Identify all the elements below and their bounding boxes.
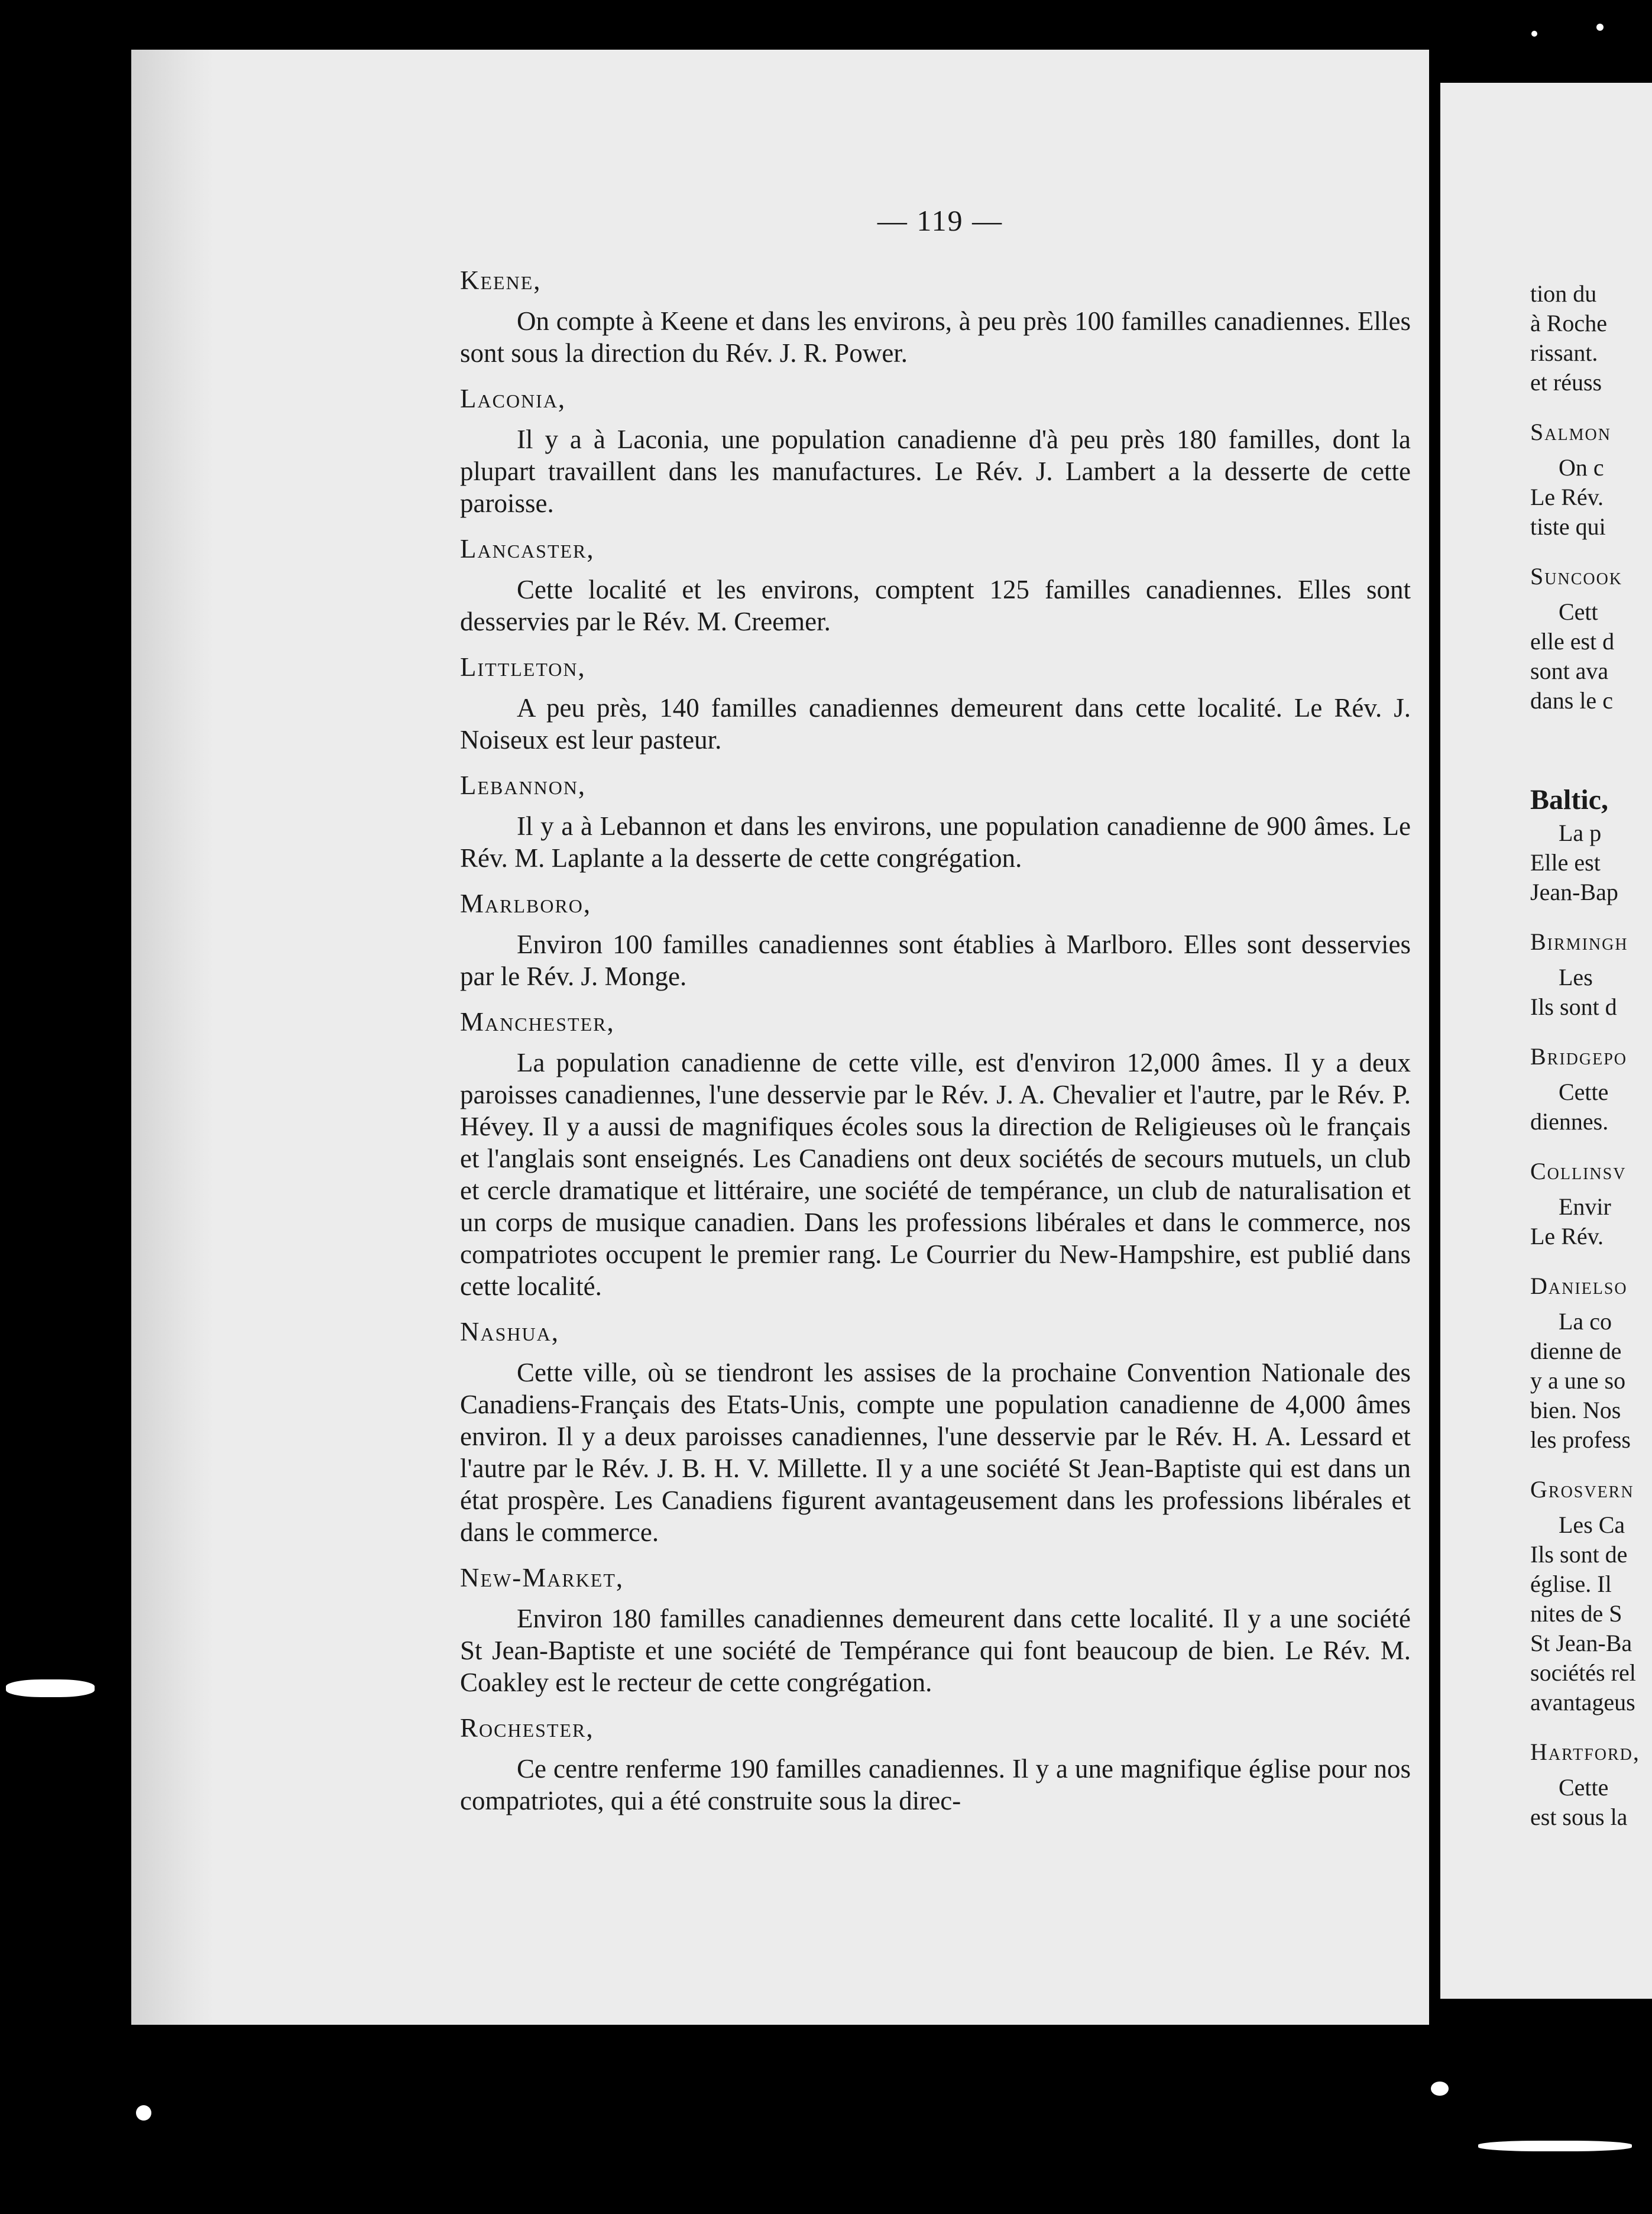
right-page-line: La co xyxy=(1559,1308,1612,1335)
right-page-line: Le Rév. xyxy=(1530,1223,1604,1250)
section-text: Environ 100 familles canadiennes sont établies à Marlboro. Elles sont desservies par le Rév. J. Monge. xyxy=(460,930,1411,991)
section-marlboro xyxy=(460,888,1411,992)
section-new-market xyxy=(460,1562,1411,1698)
right-page-line: dans le c xyxy=(1530,687,1613,714)
section-text: A peu près, 140 familles canadiennes demeurent dans cette localité. Le Rév. J. Noiseux est leur pasteur. xyxy=(460,693,1411,755)
right-page-heading: Grosvern xyxy=(1530,1476,1634,1503)
section-text: Il y a à Lebannon et dans les environs, une population canadienne de 900 âmes. Le Rév. M. Laplante a la desserte de cette congrégation. xyxy=(460,811,1411,873)
right-page-line: Le Rév. xyxy=(1530,484,1604,510)
right-page-line: Ils sont d xyxy=(1530,993,1617,1020)
section-text: Cette ville, où se tiendront les assises de la prochaine Convention Nationale des Canadiens-Français des Etats-Unis, compte une population canadienne de 4,000 âmes environ. Il y a deux paroisses canadiennes, l'une desservie par le Rév. H. A. Lessard et l'autre par le Rév. J. B. H. V. Millette. Il y a une société St Jean-Baptiste qui est dans un état prospère. Les Canadiens figurent avantageusement dans les professions libérales et dans le commerce. xyxy=(460,1358,1411,1547)
section-heading: Rochester, xyxy=(460,1713,594,1743)
section-text: Il y a à Laconia, une population canadienne d'à peu près 180 familles, dont la plupart travaillent dans les manufactures. Le Rév. J. Lambert a la desserte de cette paroisse. xyxy=(460,425,1411,518)
page-number: — 119 — xyxy=(877,204,1003,237)
right-page-line: avantageus xyxy=(1530,1689,1635,1715)
section-lancaster xyxy=(460,533,1411,637)
scan-speck xyxy=(1596,24,1604,31)
right-page-line: elle est d xyxy=(1530,628,1615,655)
right-page-line: et réuss xyxy=(1530,369,1602,396)
right-page-line: dienne de xyxy=(1530,1338,1622,1364)
section-heading: Manchester, xyxy=(460,1007,615,1037)
section-lebannon xyxy=(460,770,1411,874)
right-page-heading: Suncook xyxy=(1530,563,1623,590)
section-heading: Keene, xyxy=(460,266,542,295)
right-page-line: Les xyxy=(1559,964,1593,991)
right-page-heading: Hartford, xyxy=(1530,1739,1640,1765)
right-page-line: y a une so xyxy=(1530,1367,1626,1394)
right-page-heading: Birmingh xyxy=(1530,928,1628,955)
right-page-line: On c xyxy=(1559,454,1604,481)
scan-speck xyxy=(1431,2082,1449,2096)
section-rochester xyxy=(460,1713,1411,1817)
right-page-line: Elle est xyxy=(1530,849,1601,876)
right-page-line: La p xyxy=(1559,820,1602,846)
section-heading: New-Market, xyxy=(460,1563,624,1592)
right-page-line: église. Il xyxy=(1530,1571,1612,1597)
right-page-line: les profess xyxy=(1530,1426,1631,1453)
right-page-heading: Bridgepo xyxy=(1530,1043,1628,1070)
right-page-line: Envir xyxy=(1559,1193,1611,1220)
right-page-line: diennes. xyxy=(1530,1108,1609,1135)
right-page-line: à Roche xyxy=(1530,310,1607,336)
right-page-line: est sous la xyxy=(1530,1804,1628,1830)
section-manchester xyxy=(460,1006,1411,1302)
right-page-line: St Jean-Ba xyxy=(1530,1630,1632,1656)
right-page-heading: Collinsv xyxy=(1530,1158,1627,1184)
right-page-line: bien. Nos xyxy=(1530,1397,1621,1423)
scan-speck xyxy=(1478,2141,1632,2151)
right-page-line: Cett xyxy=(1559,598,1598,625)
section-text: On compte à Keene et dans les environs, à peu près 100 familles canadiennes. Elles sont sous la direction du Rév. J. R. Power. xyxy=(460,306,1411,368)
section-text: Ce centre renferme 190 familles canadiennes. Il y a une magnifique église pour nos compatriotes, qui a été construite sous la direc- xyxy=(460,1754,1411,1815)
section-keene xyxy=(460,265,1411,369)
section-littleton xyxy=(460,652,1411,756)
right-page-line: Ils sont de xyxy=(1530,1541,1628,1568)
section-text: Environ 180 familles canadiennes demeurent dans cette localité. Il y a une société St Jean-Baptiste et une société de Tempérance qui font beaucoup de bien. Le Rév. M. Coakley est le recteur de cette congrégation. xyxy=(460,1604,1411,1697)
right-page-line: tiste qui xyxy=(1530,513,1606,540)
right-page-line: sont ava xyxy=(1530,658,1609,684)
section-laconia xyxy=(460,383,1411,519)
section-heading: Laconia, xyxy=(460,384,566,413)
scan-speck xyxy=(6,1679,95,1697)
right-page-heading: Baltic, xyxy=(1530,784,1608,815)
section-nashua xyxy=(460,1316,1411,1548)
right-page-line: Cette xyxy=(1559,1774,1609,1801)
right-page-line: sociétés rel xyxy=(1530,1659,1636,1686)
section-text: Cette localité et les environs, comptent 125 familles canadiennes. Elles sont desservies par le Rév. M. Creemer. xyxy=(460,575,1411,636)
right-page-line: Jean-Bap xyxy=(1530,879,1618,905)
section-heading: Lebannon, xyxy=(460,771,587,800)
right-page-line: Cette xyxy=(1559,1079,1609,1105)
section-heading: Marlboro, xyxy=(460,889,592,918)
section-text: La population canadienne de cette ville, est d'environ 12,000 âmes. Il y a deux paroisses canadiennes, l'une desservie par le Rév. J. A. Chevalier et l'autre, par le Rév. P. Hévey. Il y a aussi de magnifiques écoles sous la direction de Religieuses où le français et l'anglais sont enseignés. Les Canadiens ont deux sociétés de secours mutuels, un club et cercle dramatique et littéraire, une société de tempérance, un club de naturalisation et un corps de musique canadien. Dans les professions libérales et dans le commerce, nos compatriotes occupent le premier rang. Le Courrier du New-Hampshire, est publié dans cette localité. xyxy=(460,1048,1411,1301)
right-page-line: Les Ca xyxy=(1559,1511,1625,1538)
right-page-line: rissant. xyxy=(1530,339,1598,366)
scan-speck xyxy=(136,2105,151,2121)
right-page-line: nites de S xyxy=(1530,1600,1622,1627)
right-page-heading: Danielso xyxy=(1530,1273,1628,1299)
section-heading: Littleton, xyxy=(460,652,586,682)
section-heading: Lancaster, xyxy=(460,534,595,564)
scan-speck xyxy=(1531,31,1537,37)
right-page-heading: Salmon xyxy=(1530,419,1611,445)
left-page-text xyxy=(460,265,1411,1831)
right-page-text-fragment xyxy=(1530,279,1652,1832)
right-page-line: tion du xyxy=(1530,280,1597,307)
page-edge-shadow xyxy=(131,50,214,2025)
section-heading: Nashua, xyxy=(460,1317,559,1346)
